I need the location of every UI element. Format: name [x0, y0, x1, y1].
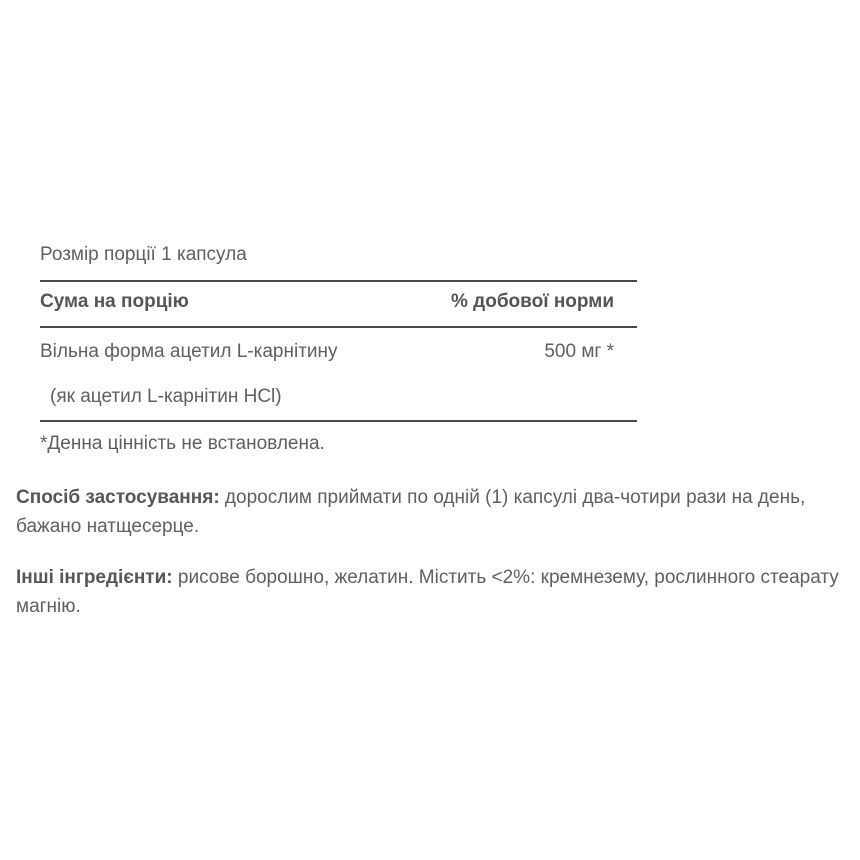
amount-per-serving-header: Сума на порцію [40, 291, 189, 312]
directions-text: дорослим приймати по одній (1) капсулі два-чотири рази на день, бажано натщесерце. [16, 487, 806, 537]
divider-top [40, 280, 637, 282]
divider-bottom [40, 420, 637, 422]
nutrient-name: Вільна форма ацетил L-карнітину [40, 341, 338, 362]
nutrient-sub: (як ацетил L-карнітин HCl) [50, 386, 282, 407]
nutrient-amount: 500 мг * [544, 341, 614, 362]
divider-header [40, 326, 637, 328]
other-ingredients-paragraph [16, 563, 846, 621]
daily-value-footnote: *Денна цінність не встановлена. [40, 433, 325, 454]
other-ingredients-label: Інші інгредієнти: [16, 567, 173, 588]
other-ingredients-text: рисове борошно, желатин. Містить <2%: кремнезему, рослинного стеарату магнію. [16, 567, 839, 617]
directions-paragraph [16, 483, 846, 541]
daily-value-header: % добової норми [450, 291, 614, 312]
serving-size: Розмір порції 1 капсула [40, 244, 247, 265]
directions-label: Спосіб застосування: [16, 487, 220, 508]
